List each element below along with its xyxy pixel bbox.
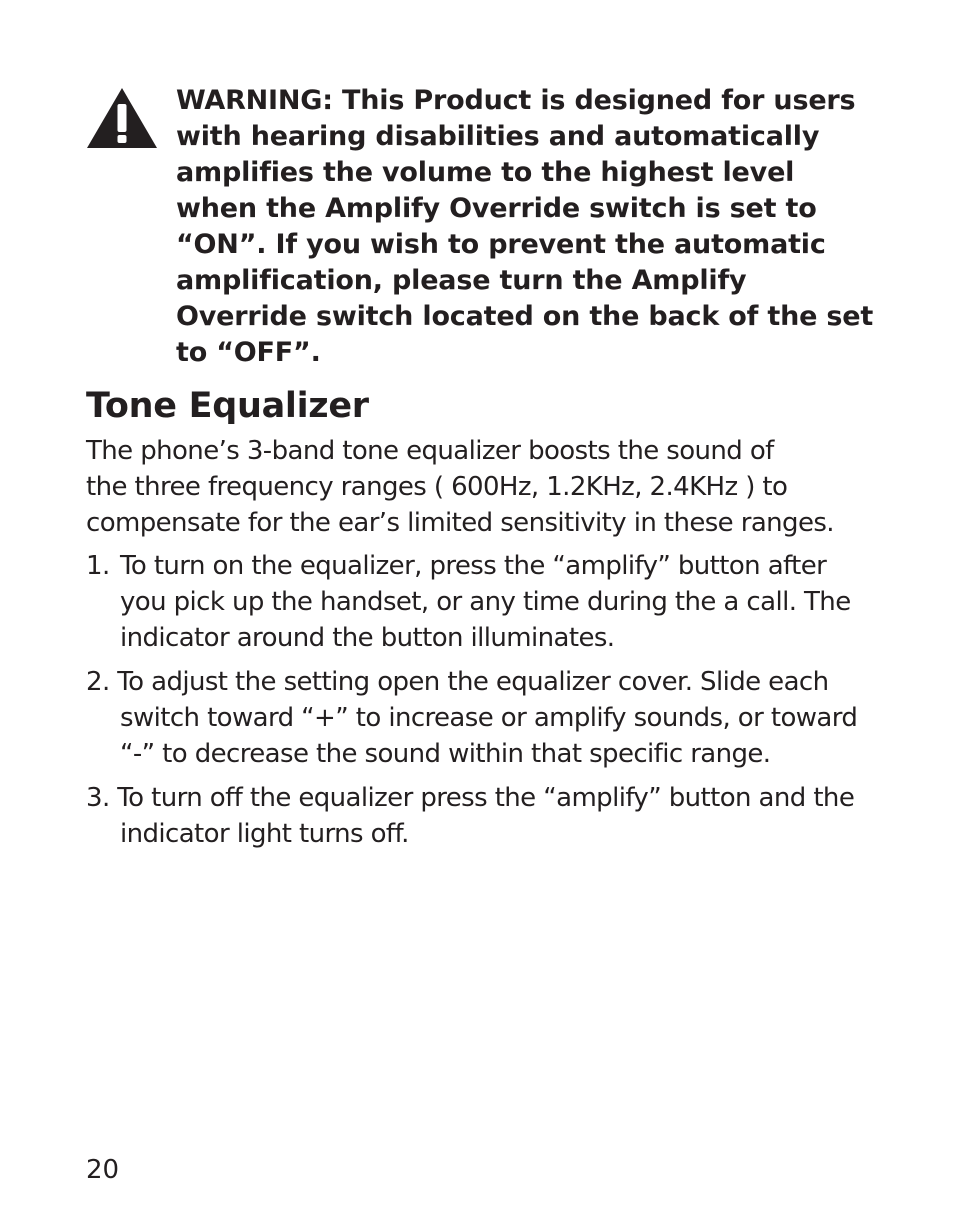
- page-number: 20: [86, 1155, 120, 1185]
- step-continuation: switch toward “+” to increase or amplify sounds, or toward “-” to decrease the sound within that specific range.: [120, 703, 858, 769]
- steps-list: [86, 548, 886, 860]
- section-title: Tone Equalizer: [86, 386, 369, 426]
- step-number: 1.: [86, 551, 110, 581]
- step-number: 3.: [86, 783, 110, 813]
- step-continuation: indicator light turns off.: [120, 819, 409, 849]
- step-text: [86, 664, 857, 772]
- warning-block: [86, 83, 876, 371]
- step-number: 2.: [86, 667, 110, 697]
- list-item: [86, 664, 886, 772]
- step-first-line: To adjust the setting open the equalizer cover. Slide each: [117, 667, 829, 697]
- step-first-line: To turn off the equalizer press the “amplify” button and the: [117, 783, 855, 813]
- step-first-line: To turn on the equalizer, press the “amplify” button after: [120, 551, 827, 581]
- warning-triangle-icon: [86, 86, 158, 150]
- warning-text: WARNING: This Product is designed for users with hearing disabilities and automatically amplifies the volume to the highest level when the Amplify Override switch is set to “ON”. If you wish to prevent the automatic amplification, please turn the Amplify Override switch located on the back of the set to “OFF”.: [176, 85, 874, 368]
- list-item: [86, 780, 886, 852]
- step-text: [120, 548, 851, 656]
- intro-paragraph: The phone’s 3-band tone equalizer boosts the sound of the three frequency ranges ( 600Hz, 1.2KHz, 2.4KHz ) to compensate for the ear’s limited sensitivity in these ranges.: [86, 436, 834, 538]
- step-text: [86, 780, 854, 852]
- step-continuation: you pick up the handset, or any time during the a call. The indicator around the button illuminates.: [120, 587, 851, 653]
- list-item: [86, 548, 886, 656]
